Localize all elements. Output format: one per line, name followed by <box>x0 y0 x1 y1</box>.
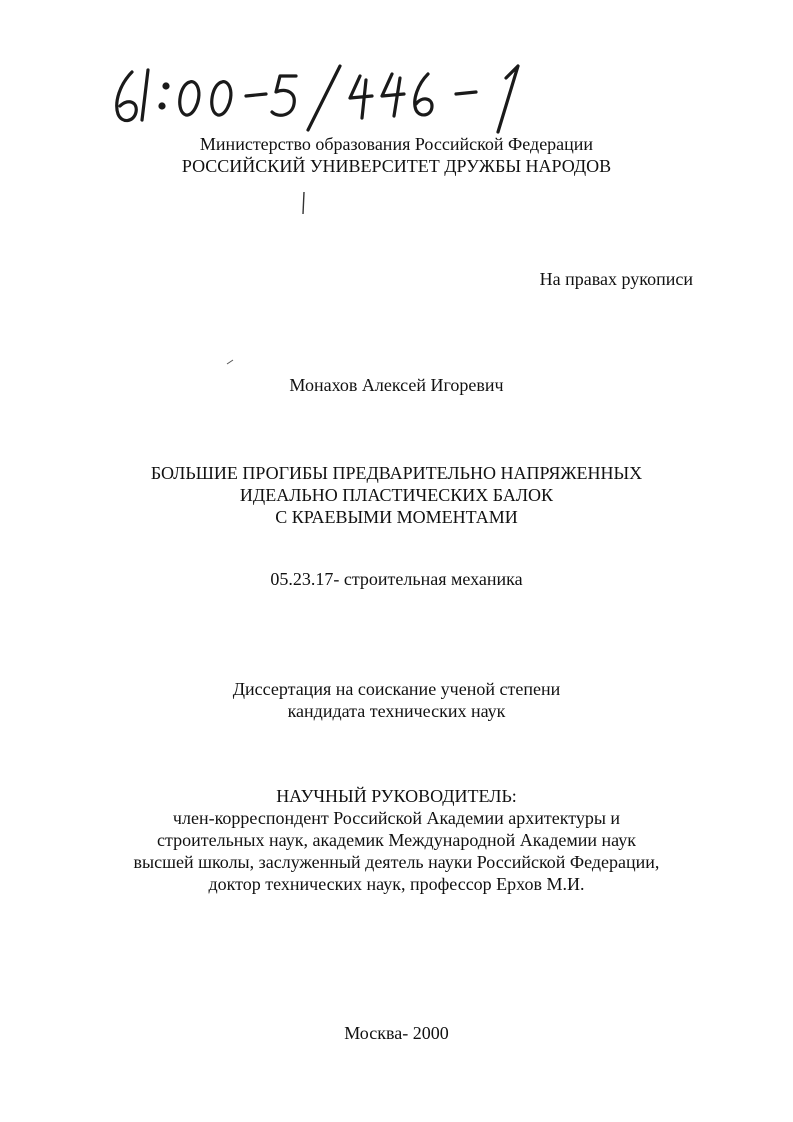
supervisor-block <box>0 785 793 895</box>
title-line: БОЛЬШИЕ ПРОГИБЫ ПРЕДВАРИТЕЛЬНО НАПРЯЖЕННЫХ <box>150 463 643 483</box>
author-name: Монахов Алексей Игоревич <box>289 375 504 395</box>
supervisor-line: высшей школы, заслуженный деятель науки Российской Федерации, <box>133 852 660 872</box>
supervisor-line: доктор технических наук, профессор Ерхов М.И. <box>208 874 585 894</box>
degree-line: кандидата технических наук <box>287 701 506 721</box>
place-year: Москва- 2000 <box>344 1023 449 1043</box>
title-line: ИДЕАЛЬНО ПЛАСТИЧЕСКИХ БАЛОК <box>239 485 554 505</box>
degree-line: Диссертация на соискание ученой степени <box>232 679 561 699</box>
degree-block <box>0 678 793 722</box>
title-line: С КРАЕВЫМИ МОМЕНТАМИ <box>275 507 518 527</box>
supervisor-line: строительных наук, академик Международной Академии наук <box>157 830 636 850</box>
ministry-line: Министерство образования Российской Федерации <box>199 134 594 154</box>
dissertation-title <box>0 462 793 528</box>
rights-note: На правах рукописи <box>539 269 693 289</box>
supervisor-line: член-корреспондент Российской Академии архитектуры и <box>172 808 621 828</box>
handwritten-archive-number <box>110 58 560 138</box>
header-block <box>0 133 793 177</box>
specialty-line: 05.23.17- строительная механика <box>270 569 523 589</box>
scan-speck <box>226 358 236 366</box>
university-line: РОССИЙСКИЙ УНИВЕРСИТЕТ ДРУЖБЫ НАРОДОВ <box>181 156 612 176</box>
stray-pen-mark <box>300 190 308 216</box>
supervisor-heading: НАУЧНЫЙ РУКОВОДИТЕЛЬ: <box>276 786 517 806</box>
